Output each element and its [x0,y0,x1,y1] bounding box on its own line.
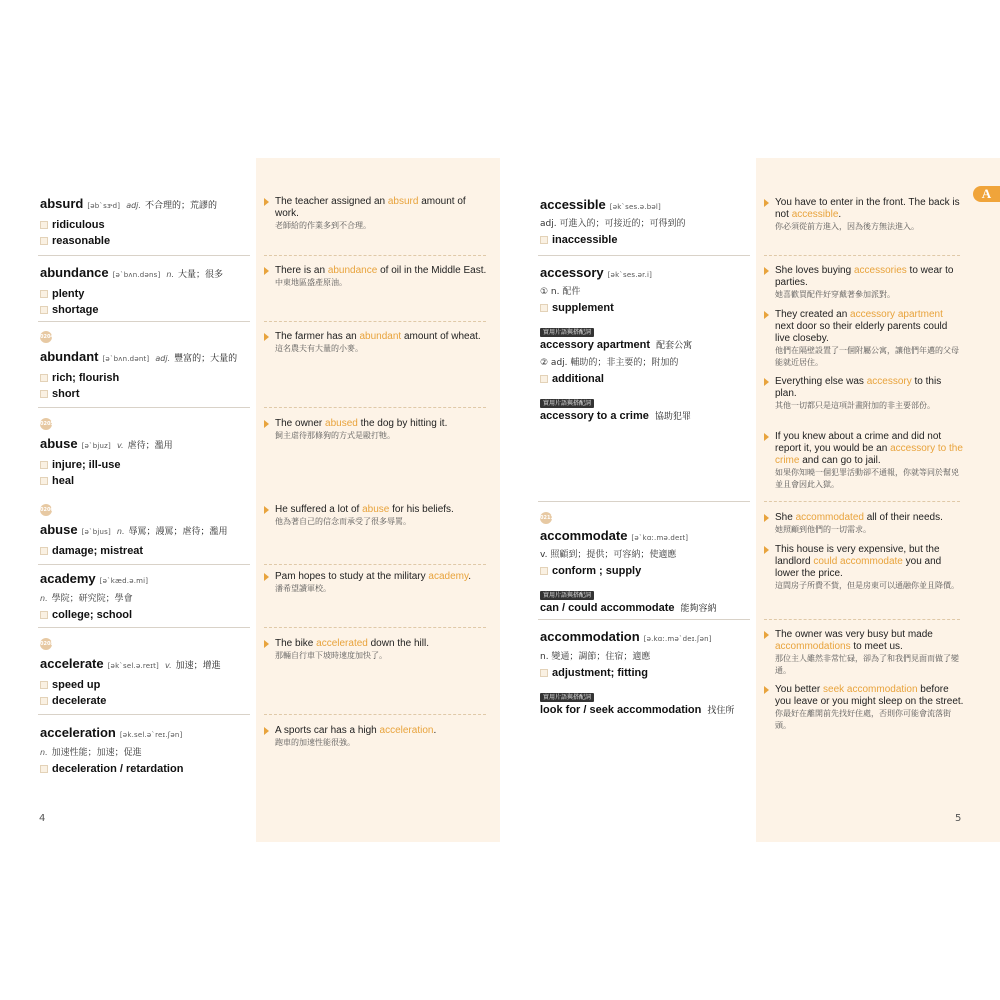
example-academy: Pam hopes to study at the military academy. 潘希望讀軍校。 [264,571,492,599]
example-accommodation-2: You better seek accommodation before you leave or you might sleep on the street. 你最好在離開前先找好住處，否則你可能會流落街頭。 [764,684,964,736]
bullet-triangle-icon [264,333,269,341]
example-translation: 這間房子所費不貲，但是房東可以通融你並且降價。 [775,581,959,590]
phrase: look for / seek accommodation [540,704,702,716]
highlighted-word: abuse [362,504,390,515]
meaning: 辱罵；謾罵；虐待；濫用 [128,527,228,537]
example-translation: 中東地區盛產原油。 [275,278,347,287]
bullet-triangle-icon [764,267,769,275]
example-translation: 她喜歡買配件好穿戴著參加派對。 [775,290,895,299]
synonym-icon [540,669,548,677]
synonym-icon [40,290,48,298]
synonym-icon [40,374,48,382]
entry-accelerate [40,656,221,709]
highlighted-word: abundance [327,265,378,276]
phrase: can / could accommodate [540,602,675,614]
part-of-speech: adj. [155,354,171,363]
example-accessible: You have to enter in the front. The back is not accessible. 你必須從前方進入，因為後方無法進入。 [764,197,964,237]
highlighted-word: absurd [387,196,419,207]
headword: accessory [540,265,604,280]
highlighted-word: accommodations [775,641,851,652]
related-word: plenty [52,288,85,300]
entry-accommodate [540,528,717,617]
part-of-speech: adj. [126,201,141,210]
part-of-speech: n. [116,527,125,536]
meaning: 虐待；濫用 [127,441,173,451]
part-of-speech: v. [164,661,172,670]
dashed-divider [264,564,486,565]
phrase-tag: 實用片語與搭配詞 [540,399,594,408]
highlighted-word: accessory apartment [850,309,943,320]
bullet-triangle-icon [764,686,769,694]
bullet-triangle-icon [264,506,269,514]
highlighted-word: seek accommodation [823,684,918,695]
entry-abuse-noun [40,522,228,559]
divider [38,564,250,565]
headword: abuse [40,522,78,537]
example-translation: 飼主虐待那條狗的方式是毆打牠。 [275,431,395,440]
example-abuse-verb: The owner abused the dog by hitting it. 飼主虐待那條狗的方式是毆打牠。 [264,418,492,446]
pronunciation: [ə`kæd.ə.mi] [99,577,149,585]
dashed-divider [764,255,960,256]
example-absurd: The teacher assigned an absurd amount of work. 老師給的作業多到不合理。 [264,196,492,236]
right-page-word-column [500,158,756,842]
pronunciation: [ə.kɑː.mə`deɪ.ʃən] [643,635,712,643]
example-translation: 她照顧到他們的一切需求。 [775,525,871,534]
related-word: short [52,388,80,400]
highlighted-word: acceleration [379,725,434,736]
right-page-example-column [756,158,1000,842]
example-translation: 你最好在離開前先找好住處，否則你可能會流落街頭。 [775,709,951,730]
example-abuse-noun: He suffered a lot of abuse for his beliefs. 他為著自己的信念而承受了很多辱罵。 [264,504,492,532]
sense: v. 照顧到；提供；可容納；使適應 [540,550,677,560]
highlighted-word: accessory to the crime [775,443,963,466]
example-translation: 潘希望讀軍校。 [275,584,331,593]
synonym-icon [40,547,48,555]
dashed-divider [264,407,486,408]
synonym-icon [540,375,548,383]
part-of-speech: n. [40,748,48,757]
highlighted-word: accessory [866,376,912,387]
antonym-icon [40,697,48,705]
headword: abundant [40,349,99,364]
headword: accessible [540,197,606,212]
entry-acceleration [40,725,183,777]
example-accommodation-1: The owner was very busy but made accommodations to meet us. 那位主人雖然非常忙碌，卻為了和我們見面而做了變通。 [764,629,964,681]
pronunciation: [ə`bʌn.dəns] [112,271,161,279]
example-accelerate: The bike accelerated down the hill. 那輛自行車下坡時速度加快了。 [264,638,492,666]
dashed-divider [264,255,486,256]
divider [538,619,750,620]
bullet-triangle-icon [264,573,269,581]
example-accessory-3: Everything else was accessory to this plan. 其他一切都只是這項計畫附加的非主要部份。 [764,376,964,416]
pronunciation: [ə`kɑː.mə.deɪt] [631,534,689,542]
bullet-triangle-icon [764,311,769,319]
bullet-triangle-icon [264,198,269,206]
example-translation: 跑車的加速性能很強。 [275,738,355,747]
pronunciation: [ək.sel.ə`reɪ.ʃən] [119,731,183,739]
bullet-triangle-icon [764,433,769,441]
highlighted-word: accessories [853,265,907,276]
synonym-icon [540,567,548,575]
related-word: reasonable [52,235,111,247]
example-translation: 這名農夫有大量的小麥。 [275,344,363,353]
phrase-tag: 實用片語與搭配詞 [540,693,594,702]
bullet-triangle-icon [764,378,769,386]
entry-accessory [540,265,692,425]
synonym-icon [40,765,48,773]
entry-number-badge: 0205 [40,418,52,430]
headword: abuse [40,436,78,451]
antonym-icon [40,477,48,485]
divider [38,714,250,715]
entry-number-badge: 0208 [40,638,52,650]
related-word: college; school [52,609,133,621]
sense: ① n. 配件 [540,287,581,297]
antonym-icon [40,237,48,245]
bullet-triangle-icon [264,727,269,735]
entry-accommodation [540,629,734,719]
synonym-icon [40,611,48,619]
highlighted-word: accessible [791,209,839,220]
highlighted-word: accelerated [316,638,368,649]
dashed-divider [264,321,486,322]
divider [38,321,250,322]
synonym-icon [40,221,48,229]
headword: academy [40,571,96,586]
pronunciation: [əb`sɝd] [87,202,121,210]
highlighted-word: accommodated [795,512,864,523]
example-accessory-1: She loves buying accessories to wear to parties. 她喜歡買配件好穿戴著參加派對。 [764,265,964,305]
divider [538,255,750,256]
bullet-triangle-icon [264,420,269,428]
entry-abundant [40,349,237,402]
related-word: injure; ill-use [52,459,121,471]
entry-number-badge: 0206 [40,504,52,516]
related-word: supplement [552,302,614,314]
bullet-triangle-icon [764,514,769,522]
headword: accelerate [40,656,104,671]
dashed-divider [264,714,486,715]
highlighted-word: academy [428,571,469,582]
synonym-icon [540,304,548,312]
part-of-speech: n. [40,594,48,603]
meaning: 加速性能；加速；促進 [51,748,142,758]
sense: ② adj. 輔助的；非主要的；附加的 [540,358,679,368]
divider [38,407,250,408]
related-word: heal [52,475,75,487]
divider [38,255,250,256]
entry-number-badge: 0211 [540,512,552,524]
related-word: inaccessible [552,234,618,246]
phrase: accessory to a crime [540,410,649,422]
pronunciation: [ə`bjus] [81,528,111,536]
example-translation: 那位主人雖然非常忙碌，卻為了和我們見面而做了變通。 [775,654,959,675]
example-acceleration: A sports car has a high acceleration. 跑車的加速性能很強。 [264,725,492,753]
example-accessory-4: If you knew about a crime and did not report it, you would be an accessory to the crime and can go to jail. 如果你知曉一個犯罪活動卻不通報，你就等同於幫兇並且會因此入獄。 [764,431,964,495]
bullet-triangle-icon [764,199,769,207]
bullet-triangle-icon [764,546,769,554]
example-translation: 你必須從前方進入，因為後方無法進入。 [775,222,919,231]
related-word: damage; mistreat [52,545,144,557]
highlighted-word: abused [325,418,358,429]
example-accessory-2: They created an accessory apartment next door so their elderly parents could live closeby. 他們在隔壁設置了一個附屬公寓，讓他們年邁的父母能就近居住。 [764,309,964,373]
entry-abundance [40,265,223,318]
headword: acceleration [40,725,116,740]
phrase-translation: 配套公寓 [656,341,693,351]
related-word: ridiculous [52,219,105,231]
related-word: deceleration / retardation [52,763,184,775]
divider [38,627,250,628]
page-number-right: 5 [955,813,962,824]
entry-academy [40,571,148,623]
headword: accommodate [540,528,628,543]
related-word: conform ; supply [552,565,642,577]
phrase-translation: 能夠容納 [680,604,717,614]
related-word: speed up [52,679,101,691]
divider [538,501,750,502]
pronunciation: [ək`ses.ər.i] [607,271,653,279]
example-translation: 如果你知曉一個犯罪活動卻不通報，你就等同於幫兇並且會因此入獄。 [775,468,959,489]
example-accommodate-1: She accommodated all of their needs. 她照顧到他們的一切需求。 [764,512,964,540]
related-word: decelerate [52,695,107,707]
related-word: shortage [52,304,99,316]
synonym-icon [40,461,48,469]
pronunciation: [ək`ses.ə.bəl] [609,203,661,211]
pronunciation: [ək`sel.ə.reɪt] [107,662,159,670]
entry-absurd [40,196,217,249]
pronunciation: [ə`bjuz] [81,442,111,450]
synonym-icon [40,681,48,689]
headword: absurd [40,196,84,211]
sense: n. 變通；調節；住宿；適應 [540,652,651,662]
example-abundance: There is an abundance of oil in the Middle East. 中東地區盛產原油。 [264,265,492,293]
highlighted-word: could accommodate [813,556,903,567]
meaning: 加速；增進 [175,661,221,671]
related-word: adjustment; fitting [552,667,648,679]
phrase-translation: 協助犯罪 [654,412,691,422]
alphabet-tab[interactable]: A [973,186,1000,202]
pronunciation: [ə`bʌn.dənt] [102,355,150,363]
meaning: 不合理的；荒謬的 [144,201,217,211]
entry-number-badge: 0204 [40,331,52,343]
sense: adj. 可進入的；可接近的；可得到的 [540,219,686,229]
related-word: rich; flourish [52,372,120,384]
phrase-tag: 實用片語與搭配詞 [540,328,594,337]
headword: accommodation [540,629,640,644]
example-accommodate-2: This house is very expensive, but the landlord could accommodate you and lower the price. 這間房子所費不貲，但是房東可以通融你並且降價。 [764,544,964,596]
phrase-tag: 實用片語與搭配詞 [540,591,594,600]
example-translation: 其他一切都只是這項計畫附加的非主要部份。 [775,401,935,410]
phrase: accessory apartment [540,339,651,351]
entry-abuse-verb [40,436,173,489]
antonym-icon [40,390,48,398]
part-of-speech: n. [166,270,174,279]
phrase-translation: 找住所 [707,706,735,716]
bullet-triangle-icon [264,640,269,648]
antonym-icon [540,236,548,244]
dashed-divider [764,501,960,502]
antonym-icon [40,306,48,314]
headword: abundance [40,265,109,280]
meaning: 大量；很多 [178,270,224,280]
dashed-divider [264,627,486,628]
bullet-triangle-icon [264,267,269,275]
meaning: 豐富的；大量的 [174,354,238,364]
example-translation: 老師給的作業多到不合理。 [275,221,371,230]
example-abundant: The farmer has an abundant amount of wheat. 這名農夫有大量的小麥。 [264,331,492,359]
example-translation: 那輛自行車下坡時速度加快了。 [275,651,387,660]
meaning: 學院；研究院；學會 [51,594,133,604]
part-of-speech: v. [116,441,124,450]
page-number-left: 4 [39,813,46,824]
related-word: additional [552,373,604,385]
dashed-divider [764,619,960,620]
example-translation: 他們在隔壁設置了一個附屬公寓，讓他們年邁的父母能就近居住。 [775,346,959,367]
example-translation: 他為著自己的信念而承受了很多辱罵。 [275,517,411,526]
highlighted-word: abundant [359,331,402,342]
bullet-triangle-icon [764,631,769,639]
entry-accessible [540,197,685,248]
